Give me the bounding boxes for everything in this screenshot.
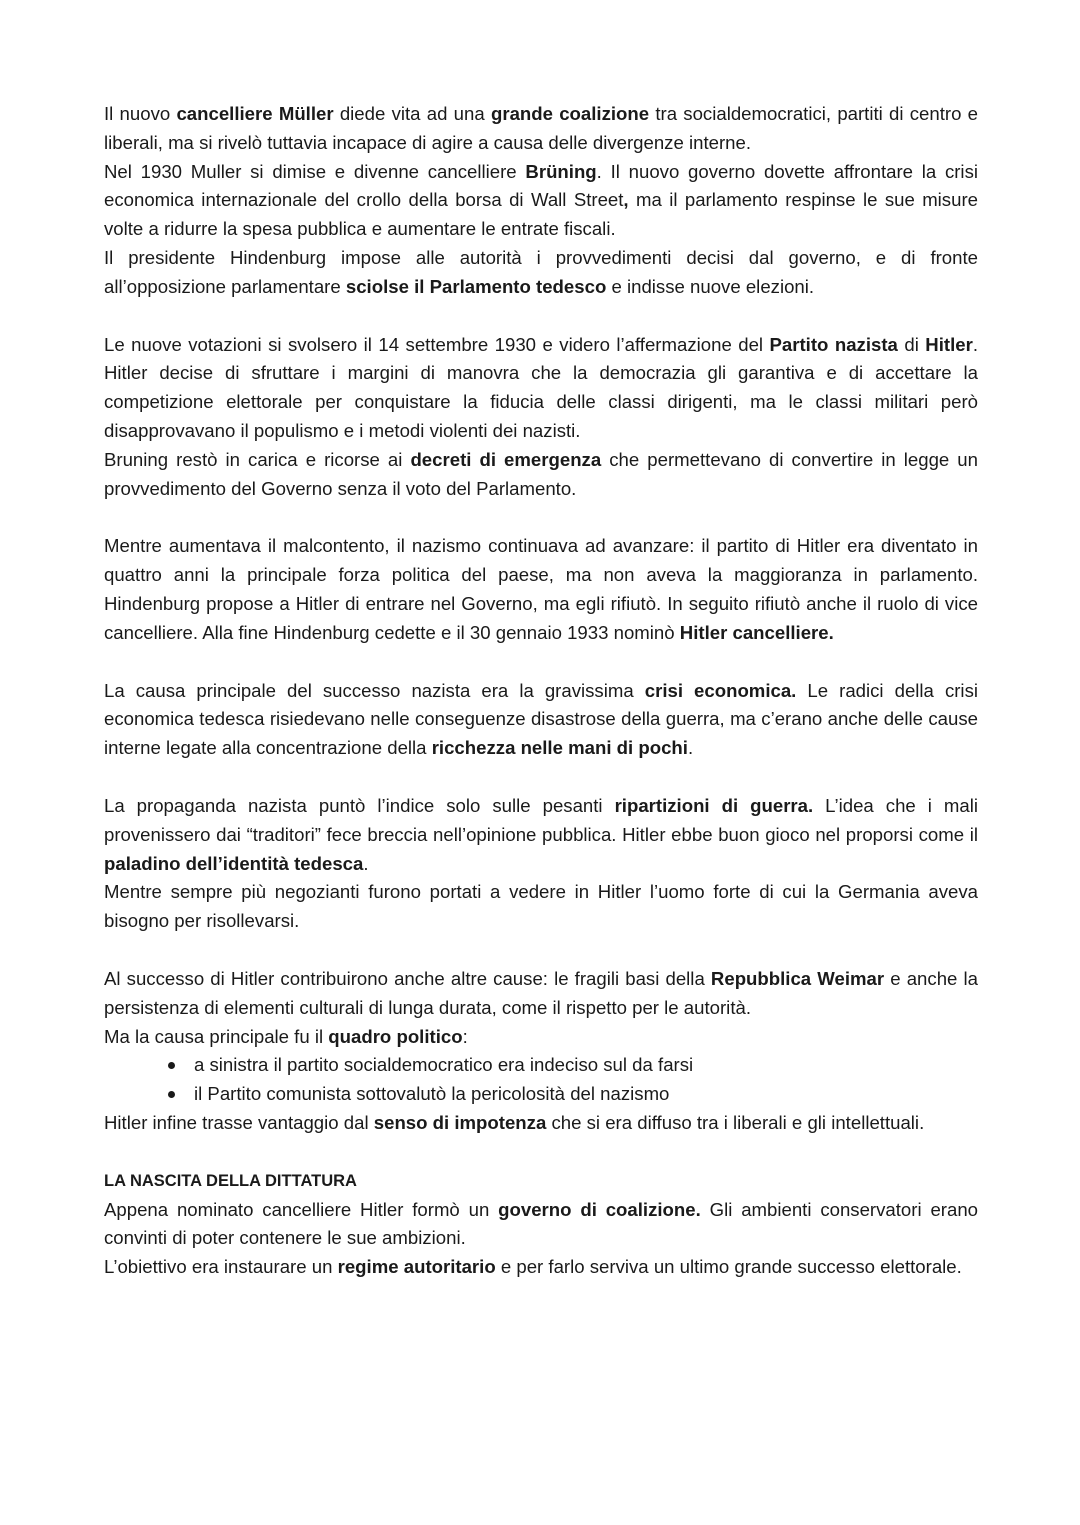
paragraph bbox=[104, 965, 978, 1023]
text-run: Hitler infine trasse vantaggio dal bbox=[104, 1111, 374, 1133]
paragraph bbox=[104, 446, 978, 504]
text-run: L’idea che i mali provenissero dai “traditori” fece breccia nell’opinione pubblica. Hitler ebbe buon gioco nel proporsi come il bbox=[104, 794, 978, 845]
paragraph bbox=[104, 1109, 978, 1138]
bold-text: paladino dell’identità tedesca bbox=[104, 852, 364, 874]
text-run: Il nuovo bbox=[104, 103, 177, 124]
text-run: e anche la persistenza di elementi culturali di lunga durata, come il rispetto per le autorità. bbox=[104, 967, 978, 1018]
text-run: Appena nominato cancelliere Hitler formò un bbox=[104, 1198, 499, 1220]
bullet-dot-icon bbox=[168, 1091, 175, 1098]
text-section bbox=[104, 792, 978, 936]
text-run: Il presidente Hindenburg impose alle autorità i provvedimenti decisi dal governo, e di fronte all’opposizione parlamentare bbox=[104, 246, 978, 297]
bold-text: senso di impotenza bbox=[373, 1111, 547, 1133]
bold-text: , bbox=[623, 189, 629, 211]
text-run: Mentre aumentava il malcontento, il nazismo continuava ad avanzare: il partito di Hitler era diventato in quattro anni la principale forza politica del paese, ma non aveva la maggioranza in parlamento. Hindenburg propose a Hitler di entrare nel Governo, ma egli rifiutò. In seguito rifiutò anche il ruolo di vice cancelliere. Alla fine Hindenburg cedette e il 30 gennaio 1933 nominò bbox=[104, 535, 978, 643]
bullet-item bbox=[194, 1080, 978, 1109]
text-run: . bbox=[363, 852, 369, 874]
text-run: Al successo di Hitler contribuirono anche altre cause: le fragili basi della bbox=[104, 967, 711, 989]
paragraph bbox=[104, 1023, 978, 1052]
bold-text: ricchezza nelle mani di pochi bbox=[431, 737, 688, 759]
bold-text: Hitler bbox=[925, 333, 973, 355]
text-run: Bruning restò in carica e ricorse ai bbox=[104, 448, 411, 470]
text-run: La causa principale del successo nazista era la gravissima bbox=[104, 679, 645, 701]
text-section bbox=[104, 1167, 978, 1282]
text-run: Nel 1930 Muller si dimise e divenne cancelliere bbox=[104, 160, 526, 182]
bold-text: sciolse il Parlamento tedesco bbox=[345, 275, 607, 297]
text-section bbox=[104, 677, 978, 763]
paragraph bbox=[104, 1196, 978, 1254]
bold-text: regime autoritario bbox=[337, 1256, 496, 1278]
text-run: Ma la causa principale fu il bbox=[104, 1025, 329, 1047]
paragraph bbox=[104, 878, 978, 936]
bold-text: governo di coalizione. bbox=[498, 1198, 701, 1220]
text-run: di bbox=[897, 333, 926, 355]
text-run: La propaganda nazista puntò l’indice solo sulle pesanti bbox=[104, 794, 615, 816]
paragraph bbox=[104, 1253, 978, 1282]
text-run: e indisse nuove elezioni. bbox=[606, 275, 815, 297]
bold-text: Hitler cancelliere. bbox=[679, 621, 834, 643]
paragraph bbox=[104, 532, 978, 647]
text-run: diede vita ad una bbox=[333, 103, 491, 124]
text-section bbox=[104, 532, 978, 647]
bold-text: grande coalizione bbox=[490, 103, 650, 124]
text-run: che si era diffuso tra i liberali e gli intellettuali. bbox=[546, 1111, 925, 1133]
text-section bbox=[104, 100, 978, 302]
bullet-text: il Partito comunista sottovalutò la pericolosità del nazismo bbox=[194, 1083, 670, 1105]
text-run: che permettevano di convertire in legge un provvedimento del Governo senza il voto del Parlamento. bbox=[104, 448, 978, 499]
bold-text: Brüning bbox=[525, 160, 597, 182]
bold-text: cancelliere Müller bbox=[176, 103, 334, 124]
bold-text: Partito nazista bbox=[769, 333, 898, 355]
text-run: ma il parlamento respinse le sue misure volte a ridurre la spesa pubblica e aumentare le entrate fiscali. bbox=[104, 189, 978, 240]
paragraph bbox=[104, 100, 978, 158]
text-run: . Hitler decise di sfruttare i margini di manovra che la democrazia gli garantiva e di accettare la competizione elettorale per conquistare la fiducia delle classi dirigenti, ma le classi militari però disapprovavano il populismo e i metodi violenti dei nazisti. bbox=[104, 333, 978, 441]
bold-text: Repubblica Weimar bbox=[710, 967, 885, 989]
text-run: Mentre sempre più negozianti furono portati a vedere in Hitler l’uomo forte di cui la Germania aveva bisogno per risollevarsi. bbox=[104, 881, 978, 932]
text-run: L’obiettivo era instaurare un bbox=[104, 1256, 338, 1278]
paragraph bbox=[104, 244, 978, 302]
text-run: Le radici della crisi economica tedesca risiedevano nelle conseguenze disastrose della guerra, ma c’erano anche delle cause interne legate alla concentrazione della bbox=[104, 679, 978, 759]
paragraph bbox=[104, 331, 978, 446]
bold-text: quadro politico bbox=[328, 1025, 463, 1047]
bullet-list bbox=[104, 1051, 978, 1109]
bullet-item bbox=[194, 1051, 978, 1080]
text-section bbox=[104, 965, 978, 1138]
paragraph bbox=[104, 677, 978, 763]
text-run: : bbox=[462, 1025, 468, 1047]
text-run: tra socialdemocratici, partiti di centro e liberali, ma si rivelò tuttavia incapace di agire a causa delle divergenze interne. bbox=[104, 103, 979, 153]
text-section bbox=[104, 331, 978, 504]
bold-text: crisi economica. bbox=[644, 679, 797, 701]
document-page bbox=[104, 100, 978, 1311]
text-run: Gli ambienti conservatori erano convinti di poter contenere le sue ambizioni. bbox=[104, 1198, 978, 1249]
paragraph bbox=[104, 158, 978, 244]
text-run: e per farlo serviva un ultimo grande successo elettorale. bbox=[495, 1256, 962, 1278]
text-run: . bbox=[687, 737, 694, 759]
text-run: . Il nuovo governo dovette affrontare la crisi economica internazionale del crollo della borsa di Wall Street bbox=[104, 160, 978, 211]
paragraph bbox=[104, 792, 978, 878]
text-run: Le nuove votazioni si svolsero il 14 settembre 1930 e videro l’affermazione del bbox=[104, 333, 770, 355]
section-heading: LA NASCITA DELLA DITTATURA bbox=[104, 1171, 357, 1190]
bold-text: decreti di emergenza bbox=[410, 448, 602, 470]
bullet-text: a sinistra il partito socialdemocratico era indeciso sul da farsi bbox=[194, 1054, 694, 1076]
bullet-dot-icon bbox=[168, 1062, 175, 1069]
bold-text: ripartizioni di guerra. bbox=[614, 794, 814, 816]
